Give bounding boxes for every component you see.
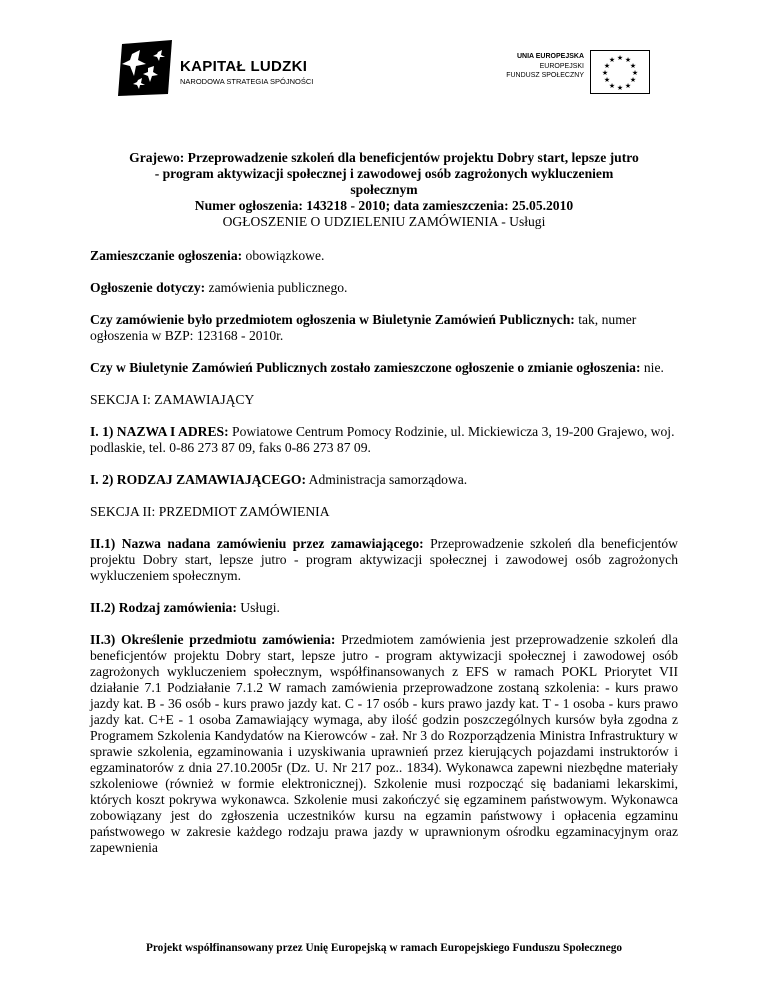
section-heading-2: SEKCJA II: PRZEDMIOT ZAMÓWIENIA bbox=[90, 504, 330, 519]
kapital-ludzki-subtitle: NARODOWA STRATEGIA SPÓJNOŚCI bbox=[180, 77, 314, 86]
ue-line1: UNIA EUROPEJSKA bbox=[516, 53, 584, 60]
field-bzp: Czy zamówienie było przedmiotem ogłoszenia w Biuletynie Zamówień Publicznych: tak, numer ogłoszenia w BZP: 123168 - 2010r. bbox=[90, 312, 637, 343]
svg-text:★: ★ bbox=[624, 56, 632, 64]
document-header bbox=[0, 0, 768, 120]
ue-logo bbox=[500, 50, 650, 102]
field-rodzaj-zamawiajacego: I. 2) RODZAJ ZAMAWIAJĄCEGO: Administracja samorządowa. bbox=[90, 472, 468, 487]
kapital-ludzki-emblem-icon bbox=[118, 38, 174, 98]
field-dotyczy: Ogłoszenie dotyczy: zamówienia publicznego. bbox=[90, 280, 348, 295]
field-zmiana: Czy w Biuletynie Zamówień Publicznych zostało zamieszczone ogłoszenie o zmianie ogłoszenia: nie. bbox=[90, 360, 664, 375]
field-okreslenie-przedmiotu: II.3) Określenie przedmiotu zamówienia: Przedmiotem zamówienia jest przeprowadzenie szkoleń dla beneficjentów projektu Dobry start, lepsze jutro - program aktywizacji społecznej i zawodowej osób zagrożonych wykluczeniem społecznym, współfinansowanych z EFS w ramach POKL Priorytet VII działanie 7.1 Podziałanie 7.1.2 W ramach zamówienia przeprowadzone zostaną szkolenia: - kurs prawo jazdy kat. B - 36 osób - kurs prawo jazdy kat. C - 17 osób - kurs prawo jazdy kat. T - 1 osoba - kurs prawo jazdy kat. C+E - 1 osoba Zamawiający wymaga, aby ilość godzin poszczególnych kursów była zgodna z Programem Szkolenia Kandydatów na Kierowców - zał. Nr 3 do Rozporządzenia Ministra Infrastruktury w sprawie szkolenia, egzaminowania i uzyskiwania uprawnień przez kierujących pojazdami instruktorów i egzaminatorów z dnia 27.10.2005r (Dz. U. Nr 217 poz.. 1834). Wykonawca zapewni niezbędne materiały szkoleniowe (również w formie elektronicznej). Szkolenie musi rozpocząć się badaniami lekarskimi, których koszt pokrywa wykonawca. Szkolenie musi zakończyć się egzaminem państwowym. Wykonawca zobowiązany jest do zgłoszenia uczestników kursu na egzamin państwowy i opłacenia egzaminu państwowego w zakresie każdego rodzaju prawa jazdy w uprawnionym ośrodku egzaminacyjnym oraz zapewnienia bbox=[90, 632, 678, 855]
field-zamieszczanie: Zamieszczanie ogłoszenia: obowiązkowe. bbox=[90, 248, 325, 263]
document-body bbox=[90, 150, 678, 872]
announcement-number: Numer ogłoszenia: 143218 - 2010; data zamieszczenia: 25.05.2010 bbox=[194, 198, 574, 213]
ue-line3: FUNDUSZ SPOŁECZNY bbox=[506, 72, 584, 79]
svg-text:★: ★ bbox=[631, 69, 639, 77]
title-line: - program aktywizacji społecznej i zawodowej osób zagrożonych wykluczeniem bbox=[154, 166, 614, 181]
kapital-ludzki-title: KAPITAŁ LUDZKI bbox=[180, 58, 308, 75]
eu-flag-icon bbox=[590, 50, 650, 94]
svg-text:★: ★ bbox=[629, 76, 637, 84]
svg-text:★: ★ bbox=[616, 84, 624, 92]
svg-text:★: ★ bbox=[629, 62, 637, 70]
svg-text:★: ★ bbox=[601, 69, 609, 77]
svg-text:★: ★ bbox=[603, 76, 611, 84]
svg-text:★: ★ bbox=[608, 56, 616, 64]
field-rodzaj-zamowienia: II.2) Rodzaj zamówienia: Usługi. bbox=[90, 600, 280, 615]
field-nazwa-zamowienia: II.1) Nazwa nadana zamówieniu przez zamawiającego: Przeprowadzenie szkoleń dla beneficjentów projektu Dobry start, lepsze jutro - program aktywizacji społecznej i zawodowej osób zagrożonych wykluczeniem społecznym. bbox=[90, 536, 678, 583]
document-footer: Projekt współfinansowany przez Unię Europejską w ramach Europejskiego Funduszu Społecznego bbox=[145, 942, 623, 954]
svg-text:★: ★ bbox=[624, 82, 632, 90]
kapital-ludzki-logo bbox=[118, 38, 358, 104]
svg-text:★: ★ bbox=[608, 82, 616, 90]
svg-text:★: ★ bbox=[603, 62, 611, 70]
ue-line2: EUROPEJSKI bbox=[539, 62, 584, 70]
document-title bbox=[90, 150, 678, 230]
announcement-type: OGŁOSZENIE O UDZIELENIU ZAMÓWIENIA - Usługi bbox=[222, 214, 546, 229]
field-nazwa-adres: I. 1) NAZWA I ADRES: Powiatowe Centrum Pomocy Rodzinie, ul. Mickiewicza 3, 19-200 Grajewo, woj. podlaskie, tel. 0-86 273 87 09, faks 0-86 273 87 09. bbox=[90, 424, 675, 455]
title-line: Grajewo: Przeprowadzenie szkoleń dla beneficjentów projektu Dobry start, lepsze jutro bbox=[129, 150, 639, 165]
section-heading-1: SEKCJA I: ZAMAWIAJĄCY bbox=[90, 392, 255, 407]
svg-text:★: ★ bbox=[616, 54, 624, 62]
title-line: społecznym bbox=[350, 182, 418, 197]
